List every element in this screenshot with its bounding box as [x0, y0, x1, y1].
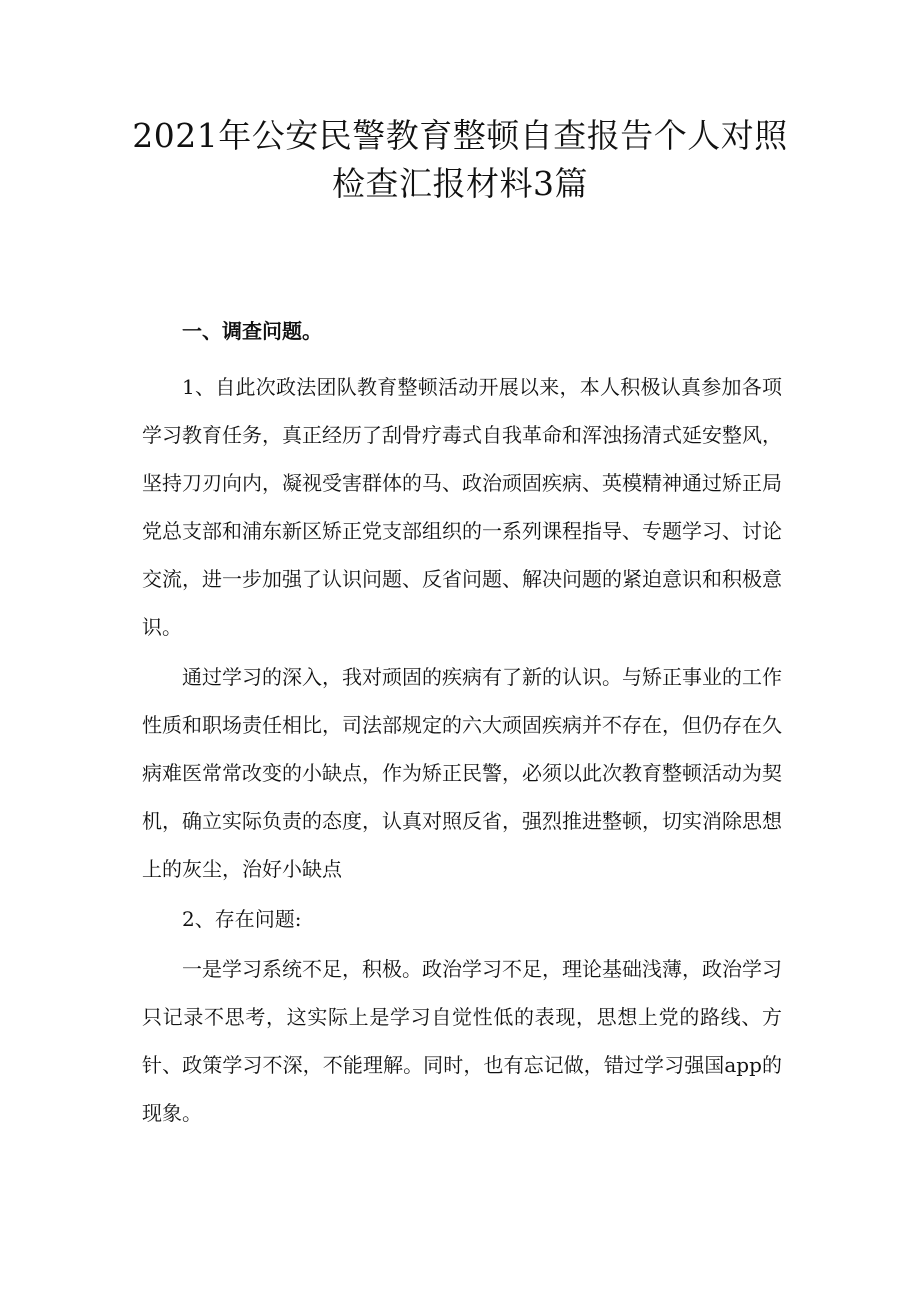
- paragraph-4: 一是学习系统不足，积极。政治学习不足，理论基础浅薄，政治学习只记录不思考，这实际上是学习自觉性低的表现，思想上党的路线、方针、政策学习不深，不能理解。同时，也有忘记做，错过学习强国app的现象。: [142, 957, 782, 1125]
- document-title: 2021年公安民警教育整顿自查报告个人对照检查汇报材料3篇: [132, 116, 788, 203]
- paragraph-3: 2、存在问题:: [182, 907, 302, 931]
- document-body: [142, 313, 782, 1139]
- section-heading: 一、调查问题。: [182, 319, 322, 343]
- paragraph-1: 1、自此次政法团队教育整顿活动开展以来，本人积极认真参加各项学习教育任务，真正经历了刮骨疗毒式自我革命和浑浊扬清式延安整风，坚持刀刃向内，凝视受害群体的马、政治顽固疾病、英模精神通过矫正局党总支部和浦东新区矫正党支部组织的一系列课程指导、专题学习、讨论交流，进一步加强了认识问题、反省问题、解决问题的紧迫意识和积极意识。: [142, 375, 782, 639]
- paragraph-2: 通过学习的深入，我对顽固的疾病有了新的认识。与矫正事业的工作性质和职场责任相比，司法部规定的六大顽固疾病并不存在，但仍存在久病难医常常改变的小缺点，作为矫正民警，必须以此次教育整顿活动为契机，确立实际负责的态度，认真对照反省，强烈推进整顿，切实消除思想上的灰尘，治好小缺点: [142, 665, 782, 881]
